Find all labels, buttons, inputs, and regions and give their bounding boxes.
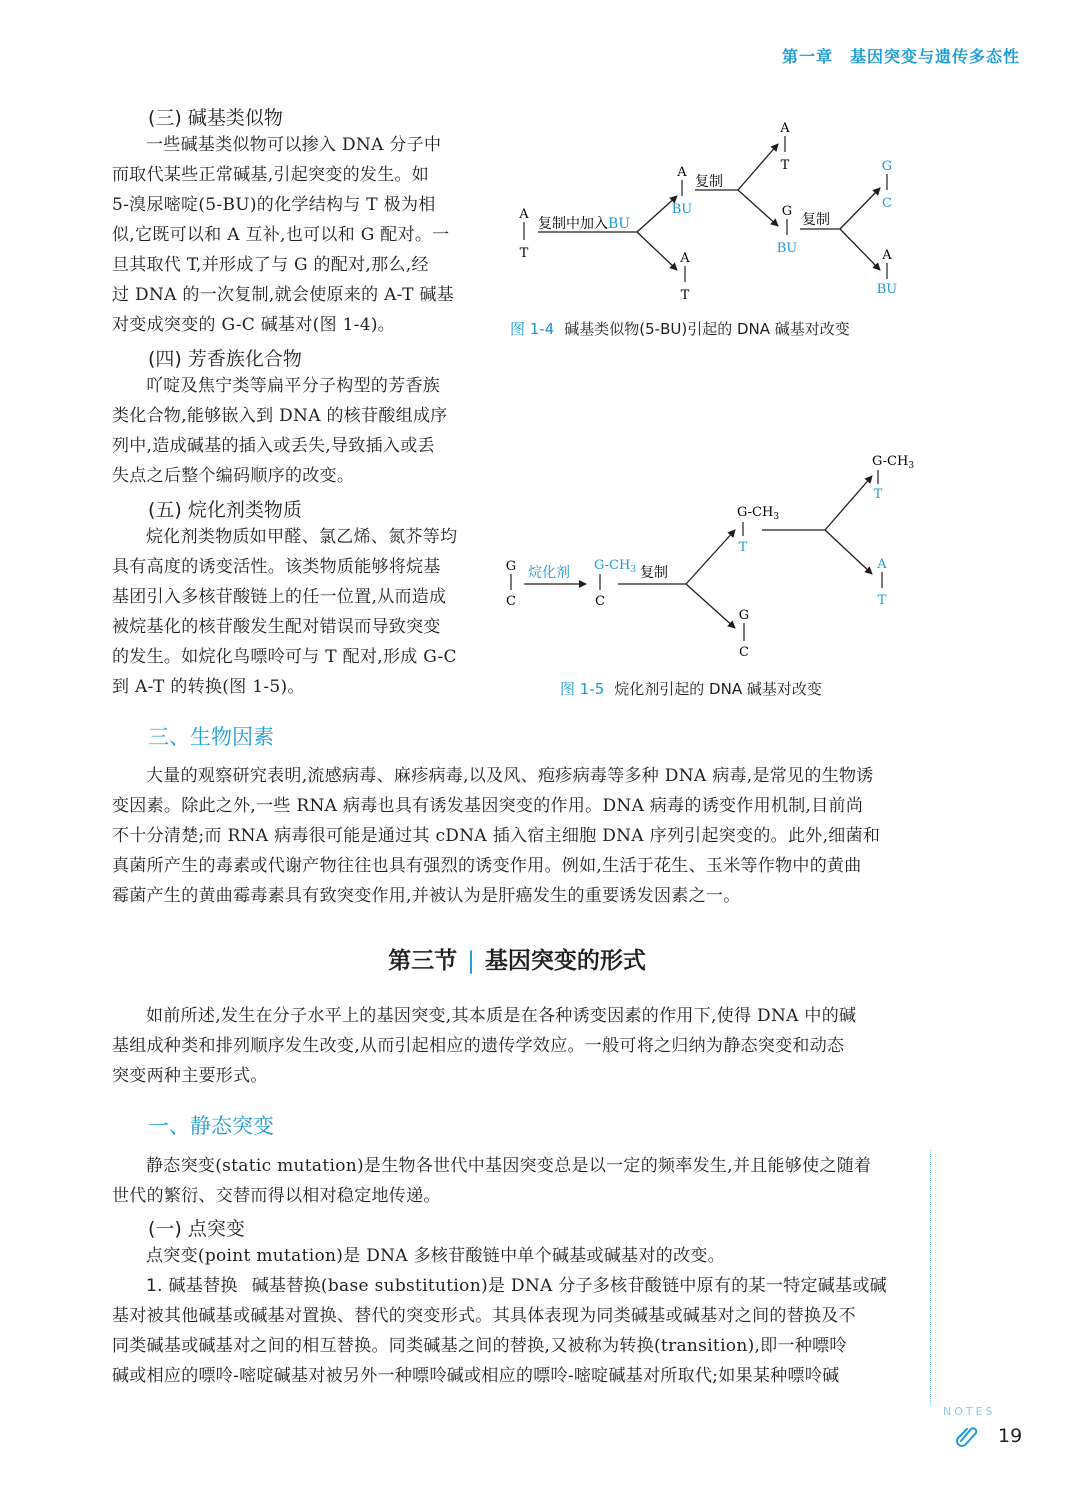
base-label-mutant: T: [873, 487, 883, 502]
arrow-up-gch3-t: [686, 530, 735, 584]
base-label: A: [780, 121, 790, 136]
subsection-title-alkylating: (五) 烷化剂类物质: [148, 499, 302, 521]
step-label-replicate: 复制: [640, 565, 668, 581]
paragraph-intro: [112, 1001, 920, 1091]
figure-label: 图 1-5: [560, 680, 605, 698]
notes-label: NOTES: [943, 1405, 996, 1418]
text-line: 霉菌产生的黄曲霉毒素具有致突变作用,并被认为是肝癌发生的重要诱发因素之一。: [112, 886, 741, 906]
section-heading-biological: 三、生物因素: [148, 725, 274, 749]
item-text: 碱基替换(base substitution)是 DNA 分子多核苷酸链中原有的某一特定碱基或碱: [251, 1276, 887, 1296]
figure-caption-text: 烷化剂引起的 DNA 碱基对改变: [614, 680, 822, 698]
text-line: 世代的繁衍、交替而得以相对稳定地传递。: [112, 1186, 441, 1206]
arrow-up-gch3-t: [825, 476, 872, 530]
arrow-down-a-bu: [840, 229, 880, 270]
text-line: 变因素。除此之外,一些 RNA 病毒也具有诱发基因突变的作用。DNA 病毒的诱变作用机制,目前尚: [112, 796, 864, 816]
base-label: G: [781, 204, 793, 219]
text-line: 烷化剂类物质如甲醛、氯乙烯、氮芥等均: [146, 527, 458, 547]
base-label-mutant: G: [881, 159, 893, 174]
arrow-down-a-t: [825, 530, 872, 574]
methylated-g-label: [594, 558, 636, 575]
base-label: T: [680, 288, 690, 303]
text-line: 似,它既可以和 A 互补,也可以和 G 配对。一: [112, 225, 450, 245]
paperclip-icon: [955, 1423, 981, 1449]
gch3-text: G-CH: [872, 454, 909, 469]
text-line: 而取代某些正常碱基,引起突变的发生。如: [112, 165, 430, 185]
text-line: 不十分清楚;而 RNA 病毒很可能是通过其 cDNA 插入宿主细胞 DNA 序列引起突变的。此外,细菌和: [112, 826, 881, 846]
arrow-up-g-c: [840, 188, 880, 229]
text-line: 失点之后整个编码顺序的改变。: [112, 466, 355, 486]
step-text: 复制中加入: [538, 216, 608, 232]
chapter-header: 第一章 基因突变与遗传多态性: [781, 47, 1020, 66]
text-line: 具有高度的诱变活性。该类物质能够将烷基: [112, 557, 441, 577]
paragraph-point-mutation: [112, 1241, 920, 1271]
step-label-add-bu: [538, 215, 630, 232]
text-line: 如前所述,发生在分子水平上的基因突变,其本质是在各种诱变因素的作用下,使得 DNA 中的碱: [146, 1006, 857, 1026]
text-line: 点突变(point mutation)是 DNA 多核苷酸链中单个碱基或碱基对的改变。: [146, 1246, 725, 1266]
step-label-replicate: 复制: [802, 212, 830, 228]
text-line: [112, 1271, 920, 1301]
base-label-mutant: T: [877, 593, 887, 608]
base-label: T: [780, 158, 790, 173]
paragraph-substitution: [112, 1271, 920, 1391]
gch3-text: G-CH: [594, 558, 631, 573]
base-label: A: [680, 251, 690, 266]
text-line: 真菌所产生的毒素或代谢产物往往也具有强烈的诱变作用。例如,生活于花生、玉米等作物中的黄曲: [112, 856, 862, 876]
bu-label: BU: [671, 202, 693, 217]
bu-label: BU: [776, 241, 798, 256]
bu-label: BU: [608, 216, 631, 232]
arrow-down-g-bu: [738, 190, 778, 226]
methylated-g-label: [737, 505, 779, 522]
figure-1-5-caption: [560, 678, 822, 699]
text-line: 碱或相应的嘌呤-嘧啶碱基对被另外一种嘌呤碱或相应的嘌呤-嘧啶碱基对所取代;如果某种嘌呤碱: [112, 1366, 840, 1386]
arrow-down-a-t: [637, 232, 677, 270]
base-label: A: [677, 165, 687, 180]
base-label: A: [519, 207, 529, 222]
text-line: 旦其取代 T,并形成了与 G 的配对,那么,经: [112, 255, 429, 275]
text-line: 基组成种类和排列顺序发生改变,从而引起相应的遗传学效应。一般可将之归纳为静态突变和动态: [112, 1036, 845, 1056]
base-label-mutant: A: [877, 557, 887, 572]
subsection-title-point-mutation: (一) 点突变: [148, 1218, 245, 1240]
subscript-3: 3: [630, 565, 637, 575]
base-label-mutant: C: [882, 196, 892, 211]
base-label: G: [505, 559, 517, 574]
paragraph-biological: [112, 761, 920, 911]
page-number: 19: [998, 1425, 1023, 1447]
figure-1-4-caption: [510, 318, 850, 339]
base-label: C: [739, 645, 749, 660]
figure-1-4-diagram: [500, 110, 940, 310]
methylated-g-label: [872, 454, 914, 471]
paragraph-aromatic: [112, 371, 480, 491]
figure-caption-text: 碱基类似物(5-BU)引起的 DNA 碱基对改变: [564, 320, 850, 338]
section-title: [0, 942, 1034, 975]
text-line: 一些碱基类似物可以掺入 DNA 分子中: [146, 135, 442, 155]
base-label: A: [882, 248, 892, 263]
section-divider: |: [467, 948, 475, 974]
text-line: 吖啶及焦宁类等扁平分子构型的芳香族: [146, 376, 441, 396]
notes-margin-rule: [930, 1150, 931, 1405]
arrow-up-a-t: [738, 144, 778, 190]
subscript-3: 3: [908, 461, 915, 471]
text-line: 大量的观察研究表明,流感病毒、麻疹病毒,以及风、疱疹病毒等多种 DNA 病毒,是常见的生物诱: [146, 766, 874, 786]
arrow-down-g-c: [686, 584, 735, 628]
base-label: G: [738, 608, 750, 623]
base-label: T: [519, 246, 529, 261]
section-heading-static: 一、静态突变: [148, 1114, 274, 1138]
text-line: 突变两种主要形式。: [112, 1066, 268, 1086]
paragraph-static: [112, 1151, 920, 1211]
figure-1-5-diagram: [500, 448, 930, 663]
text-line: 列中,造成碱基的插入或丢失,导致插入或丢: [112, 436, 435, 456]
subsection-title-base-analogs: (三) 碱基类似物: [148, 107, 283, 129]
subscript-3: 3: [773, 512, 780, 522]
text-line: 到 A-T 的转换(图 1-5)。: [112, 677, 305, 697]
text-line: 基团引入多核苷酸链上的任一位置,从而造成: [112, 587, 447, 607]
text-line: 过 DNA 的一次复制,就会使原来的 A-T 碱基: [112, 285, 455, 305]
figure-label: 图 1-4: [510, 320, 555, 338]
text-line: 基对被其他碱基或碱基对置换、替代的突变形式。其具体表现为同类碱基或碱基对之间的替换及不: [112, 1306, 856, 1326]
bu-label: BU: [876, 282, 898, 297]
alkylating-agent-label: 烷化剂: [528, 565, 570, 581]
base-label: C: [595, 594, 605, 609]
paragraph-alkylating: [112, 522, 480, 702]
step-label-replicate: 复制: [695, 174, 723, 190]
text-line: 类化合物,能够嵌入到 DNA 的核苷酸组成序: [112, 406, 448, 426]
text-line: 5-溴尿嘧啶(5-BU)的化学结构与 T 极为相: [112, 195, 436, 215]
section-name: 基因突变的形式: [484, 948, 646, 974]
base-label-mutant: T: [738, 540, 748, 555]
text-line: 对变成突变的 G-C 碱基对(图 1-4)。: [112, 315, 396, 335]
text-line: 的发生。如烷化鸟嘌呤可与 T 配对,形成 G-C: [112, 647, 457, 667]
text-line: 静态突变(static mutation)是生物各世代中基因突变总是以一定的频率发生,并且能够使之随着: [146, 1156, 872, 1176]
item-lead: 1. 碱基替换: [146, 1276, 238, 1296]
section-number: 第三节: [388, 948, 458, 974]
base-label: C: [506, 594, 516, 609]
text-line: 同类碱基或碱基对之间的相互替换。同类碱基之间的替换,又被称为转换(transition),即一种嘌呤: [112, 1336, 847, 1356]
text-line: 被烷基化的核苷酸发生配对错误而导致突变: [112, 617, 441, 637]
gch3-text: G-CH: [737, 505, 774, 520]
paragraph-base-analogs: [112, 130, 480, 340]
subsection-title-aromatic: (四) 芳香族化合物: [148, 348, 302, 370]
